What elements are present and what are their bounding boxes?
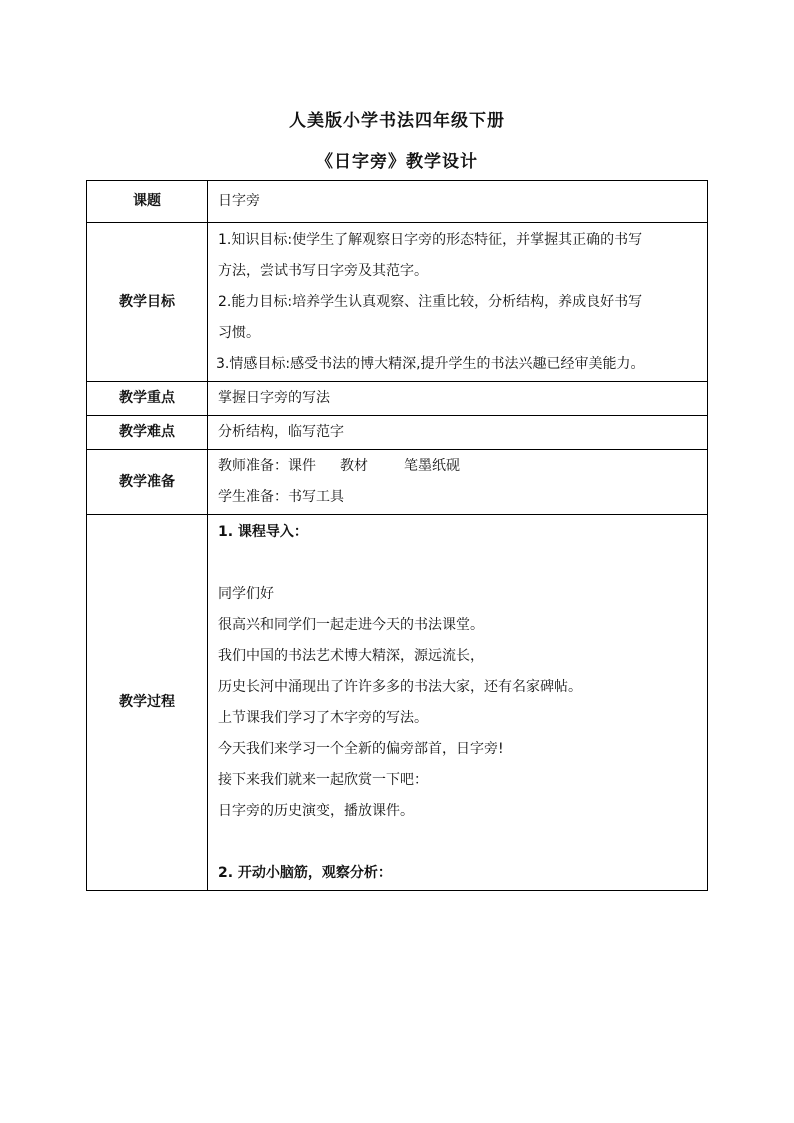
table-row-objectives (87, 223, 708, 382)
teacher-prep-item: 教师准备：课件 (218, 458, 316, 474)
table-row-preparation (87, 450, 708, 515)
student-preparation: 学生准备：书写工具 (218, 489, 344, 505)
teacher-preparation (218, 451, 707, 482)
row-label-objectives: 教学目标 (87, 223, 208, 382)
row-label-topic: 课题 (87, 181, 208, 223)
process-line: 日字旁的历史演变，播放课件。 (218, 802, 414, 819)
process-line: 我们中国的书法艺术博大精深，源远流长， (218, 647, 484, 664)
process-line: 上节课我们学习了木字旁的写法。 (218, 709, 428, 726)
lesson-plan-table (86, 180, 708, 891)
table-row-key-points (87, 382, 708, 416)
table-row-process (87, 515, 708, 891)
process-line: 接下来我们就来一起欣赏一下吧： (218, 771, 428, 788)
blank-line (218, 827, 707, 858)
table-row-topic (87, 181, 708, 223)
row-label-key-points: 教学重点 (87, 382, 208, 416)
process-line: 很高兴和同学们一起走进今天的书法课堂。 (218, 616, 484, 633)
blank-line (218, 548, 707, 579)
process-line: 同学们好 (218, 585, 274, 602)
row-label-process: 教学过程 (87, 515, 208, 891)
objective-line: 习惯。 (218, 324, 260, 341)
row-value-topic: 日字旁 (208, 181, 708, 223)
row-value-preparation (208, 450, 708, 515)
objective-line: 2.能力目标:培养学生认真观察、注重比较，分析结构，养成良好书写 (218, 293, 643, 310)
row-value-objectives (208, 223, 708, 382)
row-value-process (208, 515, 708, 891)
row-value-key-points: 掌握日字旁的写法 (208, 382, 708, 416)
objective-line: 3.情感目标:感受书法的博大精深,提升学生的书法兴趣已经审美能力。 (216, 355, 645, 372)
process-line: 历史长河中涌现出了许许多多的书法大家，还有名家碑帖。 (218, 678, 582, 695)
row-label-preparation: 教学准备 (87, 450, 208, 515)
section-heading: 1. 课程导入： (218, 523, 308, 540)
process-line: 今天我们来学习一个全新的偏旁部首，日字旁! (218, 740, 504, 757)
document-title: 人美版小学书法四年级下册 (289, 111, 505, 131)
section-heading: 2. 开动小脑筋，观察分析： (218, 864, 392, 881)
row-label-difficulties: 教学难点 (87, 416, 208, 450)
document-subtitle: 《日字旁》教学设计 (316, 152, 478, 172)
teacher-prep-item: 教材 (340, 458, 368, 474)
row-value-difficulties: 分析结构，临写范字 (208, 416, 708, 450)
objective-line: 1.知识目标:使学生了解观察日字旁的形态特征，并掌握其正确的书写 (218, 231, 643, 248)
table-row-difficulties (87, 416, 708, 450)
teacher-prep-item: 笔墨纸砚 (404, 458, 460, 474)
objective-line: 方法，尝试书写日字旁及其范字。 (218, 262, 428, 279)
